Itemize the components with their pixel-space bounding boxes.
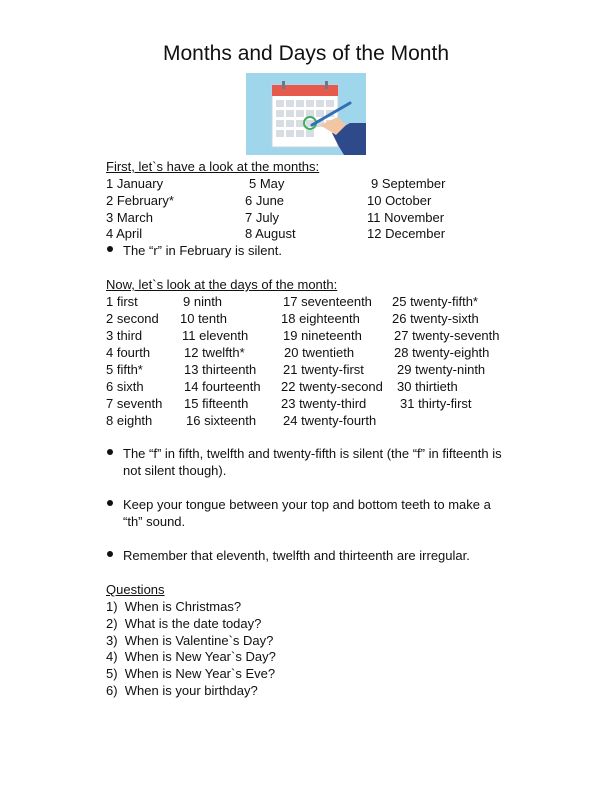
bullet-icon xyxy=(107,449,113,455)
day-item: 7 seventh xyxy=(106,396,163,411)
month-item: 6 June xyxy=(245,193,285,208)
day-item: 4 fourth xyxy=(106,345,151,360)
day-item: 9 ninth xyxy=(183,294,223,309)
day-item: 10 tenth xyxy=(180,311,227,326)
month-item: 8 August xyxy=(245,226,296,241)
bullet-icon xyxy=(107,246,113,252)
day-item: 26 twenty-sixth xyxy=(392,311,479,326)
days-heading: Now, let`s look at the days of the month: xyxy=(106,277,338,292)
day-item: 5 fifth* xyxy=(106,362,143,377)
month-item: 10 October xyxy=(367,193,432,208)
bullet-icon xyxy=(107,500,113,506)
day-item: 18 eighteenth xyxy=(281,311,360,326)
question-item: 4) When is New Year`s Day? xyxy=(106,649,276,664)
month-item: 11 November xyxy=(367,210,445,225)
day-item: 11 eleventh xyxy=(182,328,249,343)
note-th-sound: Keep your tongue between your top and bottom teeth to make a “th” sound. xyxy=(123,497,491,529)
day-item: 3 third xyxy=(106,328,143,343)
day-item: 20 twentieth xyxy=(284,345,355,360)
day-item: 2 second xyxy=(106,311,159,326)
day-item: 30 thirtieth xyxy=(397,379,458,394)
day-item: 15 fifteenth xyxy=(184,396,249,411)
note-silent-f: The “f” in fifth, twelfth and twenty-fifth is silent (the “f” in fifteenth is not silent though). xyxy=(123,446,502,478)
day-item: 25 twenty-fifth* xyxy=(392,294,478,309)
month-item: 5 May xyxy=(249,176,285,191)
month-item: 7 July xyxy=(245,210,279,225)
day-item: 6 sixth xyxy=(106,379,144,394)
question-item: 2) What is the date today? xyxy=(106,616,262,631)
question-item: 6) When is your birthday? xyxy=(106,683,258,698)
day-item: 24 twenty-fourth xyxy=(283,413,377,428)
day-item: 21 twenty-first xyxy=(283,362,364,377)
day-item: 16 sixteenth xyxy=(186,413,257,428)
day-item: 19 nineteenth xyxy=(283,328,362,343)
question-item: 5) When is New Year`s Eve? xyxy=(106,666,276,681)
question-item: 3) When is Valentine`s Day? xyxy=(106,633,274,648)
month-item: 1 January xyxy=(106,176,164,191)
day-item: 23 twenty-third xyxy=(281,396,367,411)
day-item: 29 twenty-ninth xyxy=(397,362,486,377)
day-item: 14 fourteenth xyxy=(184,379,261,394)
day-item: 31 thirty-first xyxy=(400,396,472,411)
months-heading: First, let`s have a look at the months: xyxy=(106,159,320,174)
day-item: 17 seventeenth xyxy=(283,294,372,309)
question-item: 1) When is Christmas? xyxy=(106,599,242,614)
day-item: 13 thirteenth xyxy=(184,362,257,377)
month-item: 3 March xyxy=(106,210,153,225)
month-item: 2 February* xyxy=(106,193,174,208)
day-item: 12 twelfth* xyxy=(184,345,245,360)
month-item: 12 December xyxy=(367,226,446,241)
note-irregular: Remember that eleventh, twelfth and thirteenth are irregular. xyxy=(123,548,470,563)
day-item: 28 twenty-eighth xyxy=(394,345,490,360)
day-item: 27 twenty-seventh xyxy=(394,328,500,343)
questions-heading: Questions xyxy=(106,582,165,597)
day-item: 1 first xyxy=(106,294,138,309)
bullet-icon xyxy=(107,551,113,557)
months-note: The “r” in February is silent. xyxy=(123,243,282,258)
page-title: Months and Days of the Month xyxy=(163,42,449,65)
month-item: 9 September xyxy=(371,176,446,191)
month-item: 4 April xyxy=(106,226,143,241)
calendar-icon xyxy=(246,73,366,155)
day-item: 8 eighth xyxy=(106,413,153,428)
day-item: 22 twenty-second xyxy=(281,379,383,394)
